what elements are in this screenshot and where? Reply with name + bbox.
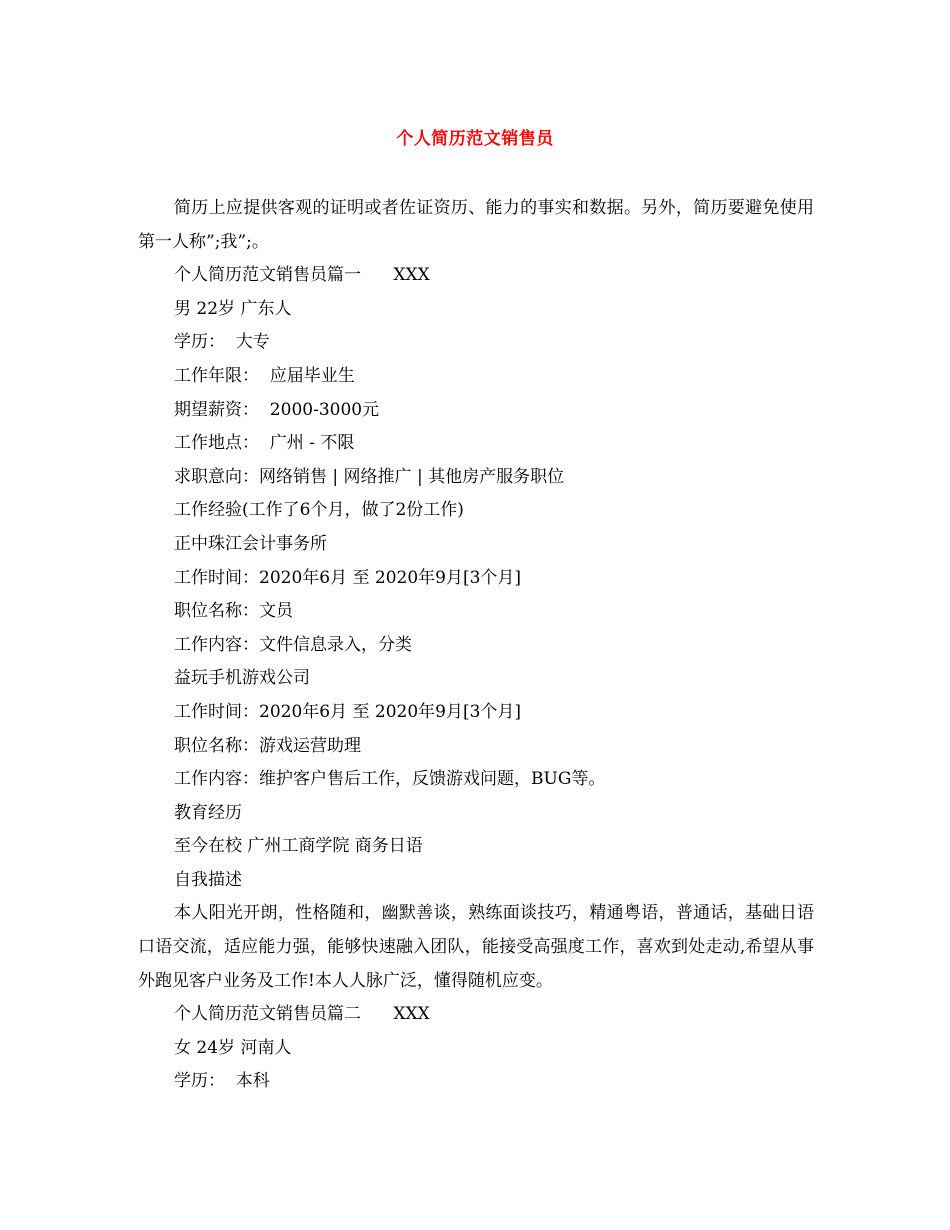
intro-paragraph: 简历上应提供客观的证明或者佐证资历、能力的事实和数据。另外，简历要避免使用第一人称”;我”;。	[138, 198, 814, 252]
self-description-paragraph: 本人阳光开朗，性格随和，幽默善谈，熟练面谈技巧，精通粤语，普通话，基础日语口语交流，适应能力强，能够快速融入团队，能接受高强度工作，喜欢到处走动,希望从事外跑见客户业务及工作!本人人脉广泛，懂得随机应变。	[138, 903, 814, 991]
resume-one-education-level: 学历： 大专	[174, 332, 270, 353]
education-entry: 至今在校 广州工商学院 商务日语	[174, 836, 423, 857]
resume-one-basic-info: 男 22岁 广东人	[174, 298, 292, 319]
resume-one-expected-salary: 期望薪资： 2000-3000元	[174, 399, 380, 420]
resume-one-header: 个人简历范文销售员篇一 XXX	[174, 265, 430, 286]
company-two-name: 益玩手机游戏公司	[174, 668, 310, 689]
education-heading: 教育经历	[174, 802, 242, 823]
company-two-duties: 工作内容：维护客户售后工作，反馈游戏问题，BUG等。	[174, 769, 606, 790]
resume-two-header: 个人简历范文销售员篇二 XXX	[174, 1004, 430, 1025]
company-one-name: 正中珠江会计事务所	[174, 533, 327, 554]
company-two-period: 工作时间：2020年6月 至 2020年9月[3个月]	[174, 701, 522, 722]
document-body	[138, 192, 814, 1099]
document-title: 个人简历范文销售员	[396, 129, 554, 149]
company-one-duties: 工作内容：文件信息录入，分类	[174, 634, 412, 655]
resume-one-job-intention: 求职意向：网络销售 | 网络推广 | 其他房产服务职位	[174, 466, 565, 487]
self-description-heading: 自我描述	[174, 869, 242, 890]
resume-two-basic-info: 女 24岁 河南人	[174, 1037, 292, 1058]
company-one-period: 工作时间：2020年6月 至 2020年9月[3个月]	[174, 567, 522, 588]
work-experience-heading: 工作经验(工作了6个月，做了2份工作)	[174, 500, 464, 521]
company-two-position: 职位名称：游戏运营助理	[174, 735, 361, 756]
resume-one-work-location: 工作地点： 广州 - 不限	[174, 433, 355, 454]
resume-one-work-years: 工作年限： 应届毕业生	[174, 365, 355, 386]
company-one-position: 职位名称：文员	[174, 601, 293, 622]
resume-two-education-level: 学历： 本科	[174, 1071, 270, 1092]
